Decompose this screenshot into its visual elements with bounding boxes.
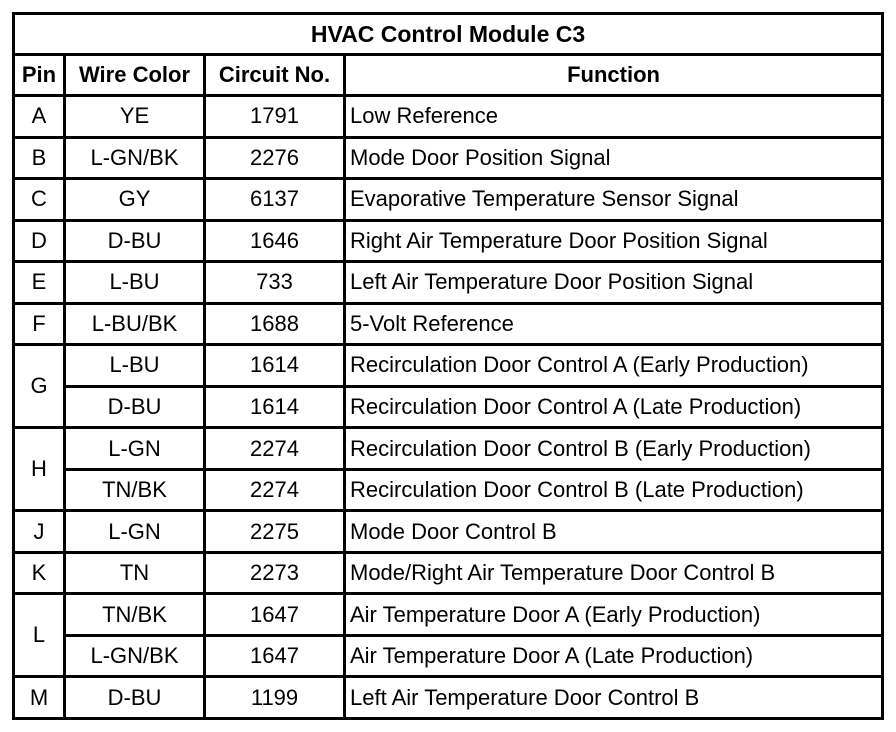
wire-color-cell: YE: [65, 96, 205, 138]
function-cell: Left Air Temperature Door Position Signal: [345, 262, 883, 304]
wire-color-cell: L-BU/BK: [65, 303, 205, 345]
wire-color-cell: L-GN: [65, 511, 205, 553]
header-circuit-no: Circuit No.: [205, 55, 345, 96]
circuit-cell: 2273: [205, 552, 345, 594]
function-cell: Recirculation Door Control A (Early Production): [345, 345, 883, 387]
table-row: [14, 137, 883, 179]
function-cell: Mode Door Position Signal: [345, 137, 883, 179]
function-cell: 5-Volt Reference: [345, 303, 883, 345]
circuit-cell: 733: [205, 262, 345, 304]
header-wire-color: Wire Color: [65, 55, 205, 96]
circuit-cell: 2276: [205, 137, 345, 179]
circuit-cell: 2274: [205, 469, 345, 511]
header-function: Function: [345, 55, 883, 96]
circuit-cell: 1647: [205, 635, 345, 677]
pin-cell: C: [14, 179, 65, 221]
wire-color-cell: L-GN/BK: [65, 635, 205, 677]
pin-cell: J: [14, 511, 65, 553]
pin-cell: G: [14, 345, 65, 428]
table-row: [14, 552, 883, 594]
wire-color-cell: D-BU: [65, 677, 205, 719]
table-row: [14, 220, 883, 262]
function-cell: Evaporative Temperature Sensor Signal: [345, 179, 883, 221]
wire-color-cell: L-GN/BK: [65, 137, 205, 179]
table-row: [14, 345, 883, 387]
table-row: [14, 179, 883, 221]
function-cell: Left Air Temperature Door Control B: [345, 677, 883, 719]
function-cell: Mode Door Control B: [345, 511, 883, 553]
table-row: [14, 386, 883, 428]
table-row: [14, 303, 883, 345]
pin-cell: K: [14, 552, 65, 594]
pin-cell: F: [14, 303, 65, 345]
header-row: [14, 55, 883, 96]
circuit-cell: 1614: [205, 345, 345, 387]
pin-cell: M: [14, 677, 65, 719]
title-row: [14, 14, 883, 55]
wire-color-cell: D-BU: [65, 386, 205, 428]
wire-color-cell: TN: [65, 552, 205, 594]
function-cell: Recirculation Door Control A (Late Production): [345, 386, 883, 428]
wire-color-cell: GY: [65, 179, 205, 221]
circuit-cell: 1791: [205, 96, 345, 138]
table-row: [14, 469, 883, 511]
table-row: [14, 96, 883, 138]
function-cell: Right Air Temperature Door Position Signal: [345, 220, 883, 262]
function-cell: Mode/Right Air Temperature Door Control B: [345, 552, 883, 594]
wire-color-cell: L-GN: [65, 428, 205, 470]
table-row: [14, 511, 883, 553]
pin-cell: D: [14, 220, 65, 262]
table-row: [14, 677, 883, 719]
wire-color-cell: L-BU: [65, 262, 205, 304]
wire-color-cell: L-BU: [65, 345, 205, 387]
table-row: [14, 594, 883, 636]
circuit-cell: 1688: [205, 303, 345, 345]
circuit-cell: 1199: [205, 677, 345, 719]
pinout-table: [12, 12, 884, 720]
wire-color-cell: D-BU: [65, 220, 205, 262]
pin-cell: E: [14, 262, 65, 304]
pin-cell: L: [14, 594, 65, 677]
function-cell: Low Reference: [345, 96, 883, 138]
function-cell: Air Temperature Door A (Late Production): [345, 635, 883, 677]
pin-cell: H: [14, 428, 65, 511]
header-pin: Pin: [14, 55, 65, 96]
circuit-cell: 6137: [205, 179, 345, 221]
table-row: [14, 635, 883, 677]
circuit-cell: 1614: [205, 386, 345, 428]
table-row: [14, 262, 883, 304]
circuit-cell: 1646: [205, 220, 345, 262]
pin-cell: B: [14, 137, 65, 179]
table-row: [14, 428, 883, 470]
circuit-cell: 1647: [205, 594, 345, 636]
function-cell: Recirculation Door Control B (Early Production): [345, 428, 883, 470]
function-cell: Recirculation Door Control B (Late Production): [345, 469, 883, 511]
function-cell: Air Temperature Door A (Early Production): [345, 594, 883, 636]
wire-color-cell: TN/BK: [65, 469, 205, 511]
circuit-cell: 2275: [205, 511, 345, 553]
circuit-cell: 2274: [205, 428, 345, 470]
table-title: HVAC Control Module C3: [14, 14, 883, 55]
pin-cell: A: [14, 96, 65, 138]
wire-color-cell: TN/BK: [65, 594, 205, 636]
